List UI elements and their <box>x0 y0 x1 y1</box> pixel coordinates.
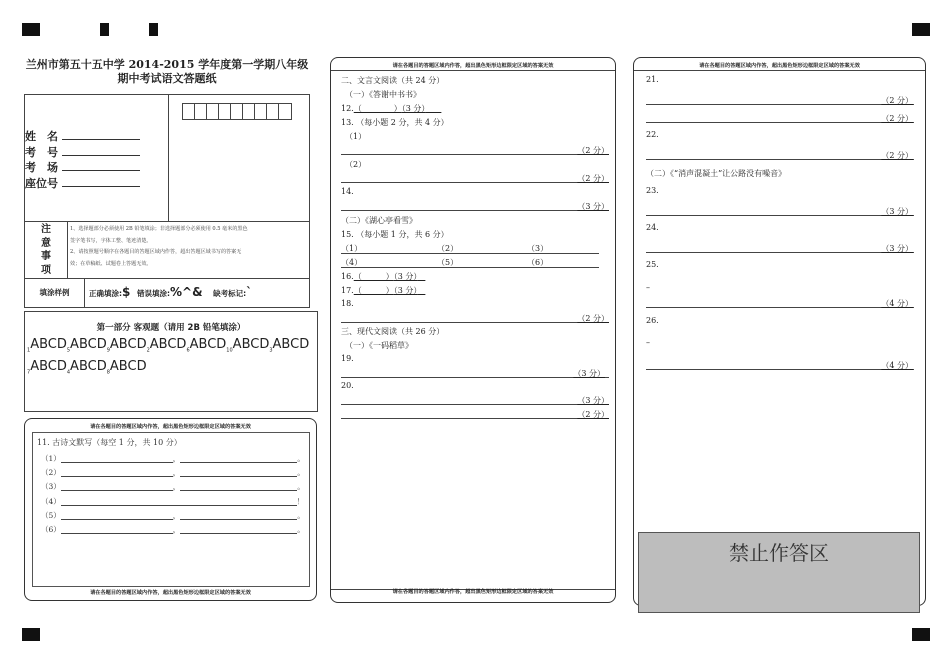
question-11-title: 11. 古诗文默写（每空 1 分，共 10 分） <box>37 438 182 447</box>
seat-number-field[interactable]: 座位号 <box>25 176 140 192</box>
points-label: （4 分） <box>881 299 913 308</box>
points-label: （3 分） <box>577 396 609 405</box>
title-line-2: 期中考试语文答题纸 <box>117 72 217 85</box>
answer-line[interactable] <box>646 122 914 123</box>
question-19: 19. <box>341 354 354 363</box>
poetry-lines <box>41 452 306 537</box>
subsection-heading: （二）《湖心亭看雪》 <box>341 216 417 225</box>
objective-section <box>24 311 318 412</box>
poetry-answer-box[interactable] <box>32 432 310 587</box>
answer-line[interactable] <box>646 252 914 253</box>
exam-number-field[interactable]: 考 号 <box>25 145 140 161</box>
poetry-line[interactable]: （3） ， 。 <box>41 482 305 492</box>
answer-line[interactable] <box>341 377 609 378</box>
no-answer-label: 禁止作答区 <box>729 541 829 565</box>
question-25: 25. <box>646 260 659 269</box>
answer-line[interactable] <box>341 322 609 323</box>
subsection-heading: （一）《一码稻草》 <box>345 341 413 350</box>
warning-text: 请在各题目的答题区域内作答，超出黑色矩形边框限定区域的答案无效 <box>699 63 860 69</box>
objective-answers <box>27 337 309 380</box>
student-fields <box>25 129 140 191</box>
question-13-1: （1） <box>345 132 367 141</box>
points-label: （2 分） <box>881 96 913 105</box>
question-option-group[interactable]: $_7$ABCD <box>27 358 67 376</box>
points-label: （3 分） <box>577 202 609 211</box>
page-title <box>24 58 310 86</box>
points-label: （3 分） <box>573 369 605 378</box>
question-18: 18. <box>341 299 354 308</box>
answer-line[interactable] <box>341 404 609 405</box>
points-label: （2 分） <box>577 146 609 155</box>
no-answer-zone <box>638 532 920 613</box>
dash-mark: – <box>646 338 650 347</box>
answer-line[interactable] <box>646 159 914 160</box>
question-20: 20. <box>341 381 354 390</box>
subsection-heading: （二）《“消声混凝土”让公路没有噪音》 <box>646 169 787 178</box>
objective-title: 第一部分 客观题（请用 2B 铅笔填涂） <box>96 323 246 333</box>
question-option-group[interactable]: $_9$ABCD <box>106 337 147 354</box>
exam-number-boxes[interactable] <box>182 103 292 120</box>
warning-text: 请在各题目的答题区域内作答，超出黑色矩形边框限定区域的答案无效 <box>90 424 251 430</box>
timing-mark <box>100 23 109 36</box>
fill-example-row: 正确填涂:$ 错误填涂:%^& 缺考标记:` <box>89 285 253 299</box>
section-3-heading: 三、现代文阅读（共 26 分） <box>341 327 445 336</box>
poetry-line[interactable]: （6） ， 。 <box>41 525 305 535</box>
poetry-line[interactable]: （2） ， 。 <box>41 468 305 478</box>
question-option-group[interactable]: $_8$ABCD <box>106 358 147 376</box>
corner-mark-bottom-right <box>912 628 930 641</box>
answer-line[interactable] <box>646 215 914 216</box>
warning-text: 请在各题目的答题区域内作答，超出黑色矩形边框限定区域的答案无效 <box>392 589 554 595</box>
poetry-line[interactable]: （1） ， 。 <box>41 454 305 463</box>
title-line-1: 兰州市第五十五中学 2014-2015 学年度第一学期八年级 <box>25 58 309 71</box>
warning-text: 请在各题目的答题区域内作答，超出黑色矩形边框限定区域的答案无效 <box>90 590 251 596</box>
question-23: 23. <box>646 186 659 195</box>
answer-line[interactable] <box>341 182 609 183</box>
exam-room-field[interactable]: 考 场 <box>25 160 140 176</box>
question-24: 24. <box>646 223 659 232</box>
answer-line[interactable] <box>646 369 914 370</box>
question-option-group[interactable]: $_5$ABCD <box>66 337 107 354</box>
question-22: 22. <box>646 130 659 139</box>
section-2-heading: 二、文言文阅读（共 24 分） <box>341 76 445 85</box>
points-label: （2 分） <box>881 151 913 160</box>
answer-line[interactable] <box>646 307 914 308</box>
question-option-group[interactable]: $_1$ABCD <box>27 337 67 354</box>
answer-panel-right <box>633 57 926 606</box>
corner-mark-top-right <box>912 23 930 36</box>
question-13: 13. （每小题 2 分，共 4 分） <box>341 118 449 127</box>
question-option-group[interactable]: $_2$ABCD <box>146 337 187 354</box>
points-label: （2 分） <box>881 114 913 123</box>
question-16[interactable]: 16.（ ）（3 分） <box>341 272 418 281</box>
points-label: （3 分） <box>881 207 913 216</box>
question-option-group[interactable]: $_{10}$ABCD <box>226 337 270 354</box>
points-label: （2 分） <box>577 410 609 419</box>
fill-example-label: 填涂样例 <box>25 278 85 307</box>
question-option-group[interactable]: $_6$ABCD <box>186 337 227 354</box>
subsection-heading: （一）《答谢中书书》 <box>345 90 421 99</box>
question-option-group[interactable]: $_4$ABCD <box>66 358 107 376</box>
answer-line[interactable] <box>341 154 609 155</box>
question-13-2: （2） <box>345 160 367 169</box>
corner-mark-bottom-left <box>22 628 40 641</box>
corner-mark-top-left <box>22 23 40 36</box>
answer-line[interactable] <box>341 418 609 419</box>
answer-panel-middle: 请在各题目的答题区域内作答，超出黑色矩形边框限定区域的答案无效 二、文言文阅读（共 24 分） （一）《答谢中书书》 12.（ ）（3 分） 13. （每小题 2 分，共 4 分） （1） （2 分） （2） （2 分） 14. （3 分） （二）《湖心亭看雪》 15. （每小题 1 分，共 6 分） （1） （2） （3） （4） （5） （6） 16.（ ）（3 分） 17.（ ）（3 分） 18. （2 分） 三、现代文阅读（共 26 分） （一）《一码稻草》 19. （3 分） 20. （3 分） （2 分） 请在各题目的答题区域内作答，超出黑色矩形边框限定区域的答案无效 <box>330 57 616 603</box>
question-15: 15. （每小题 1 分，共 6 分） <box>341 230 449 239</box>
points-label: （2 分） <box>577 174 609 183</box>
question-14: 14. <box>341 187 354 196</box>
question-21: 21. <box>646 75 659 84</box>
points-label: （4 分） <box>881 361 913 370</box>
notes-text: 1、选择题部分必须使用 2B 铅笔填涂；非选择题部分必须使用 0.5 毫米的黑色 签字笔书写，字体工整、笔迹清楚。 2、请按照题号顺序在各题目的答题区域内作答，超出答题区域书写的答案无 效；在草稿纸、试题卷上答题无效。 <box>70 226 248 267</box>
answer-row-2 <box>27 359 309 381</box>
timing-mark <box>149 23 158 36</box>
poetry-answer-panel <box>24 418 317 601</box>
notes-label: 注 意 事 项 <box>25 221 68 278</box>
answer-line[interactable] <box>341 210 609 211</box>
name-field[interactable]: 姓 名 <box>25 129 140 145</box>
points-label: （2 分） <box>577 314 609 323</box>
dash-mark: – <box>646 283 650 292</box>
question-26: 26. <box>646 316 659 325</box>
poetry-line[interactable]: （4） ！ <box>41 496 305 506</box>
points-label: （3 分） <box>881 244 913 253</box>
poetry-line[interactable]: （5） ， 。 <box>41 510 305 520</box>
question-12[interactable]: 12.（ ）（3 分） <box>341 104 426 113</box>
question-option-group[interactable]: $_3$ABCD <box>269 337 310 354</box>
answer-line[interactable] <box>646 104 914 105</box>
warning-text: 请在各题目的答题区域内作答，超出黑色矩形边框限定区域的答案无效 <box>392 63 554 69</box>
answer-row-1 <box>27 337 309 359</box>
question-17[interactable]: 17.（ ）（3 分） <box>341 286 418 295</box>
info-block <box>24 94 310 308</box>
